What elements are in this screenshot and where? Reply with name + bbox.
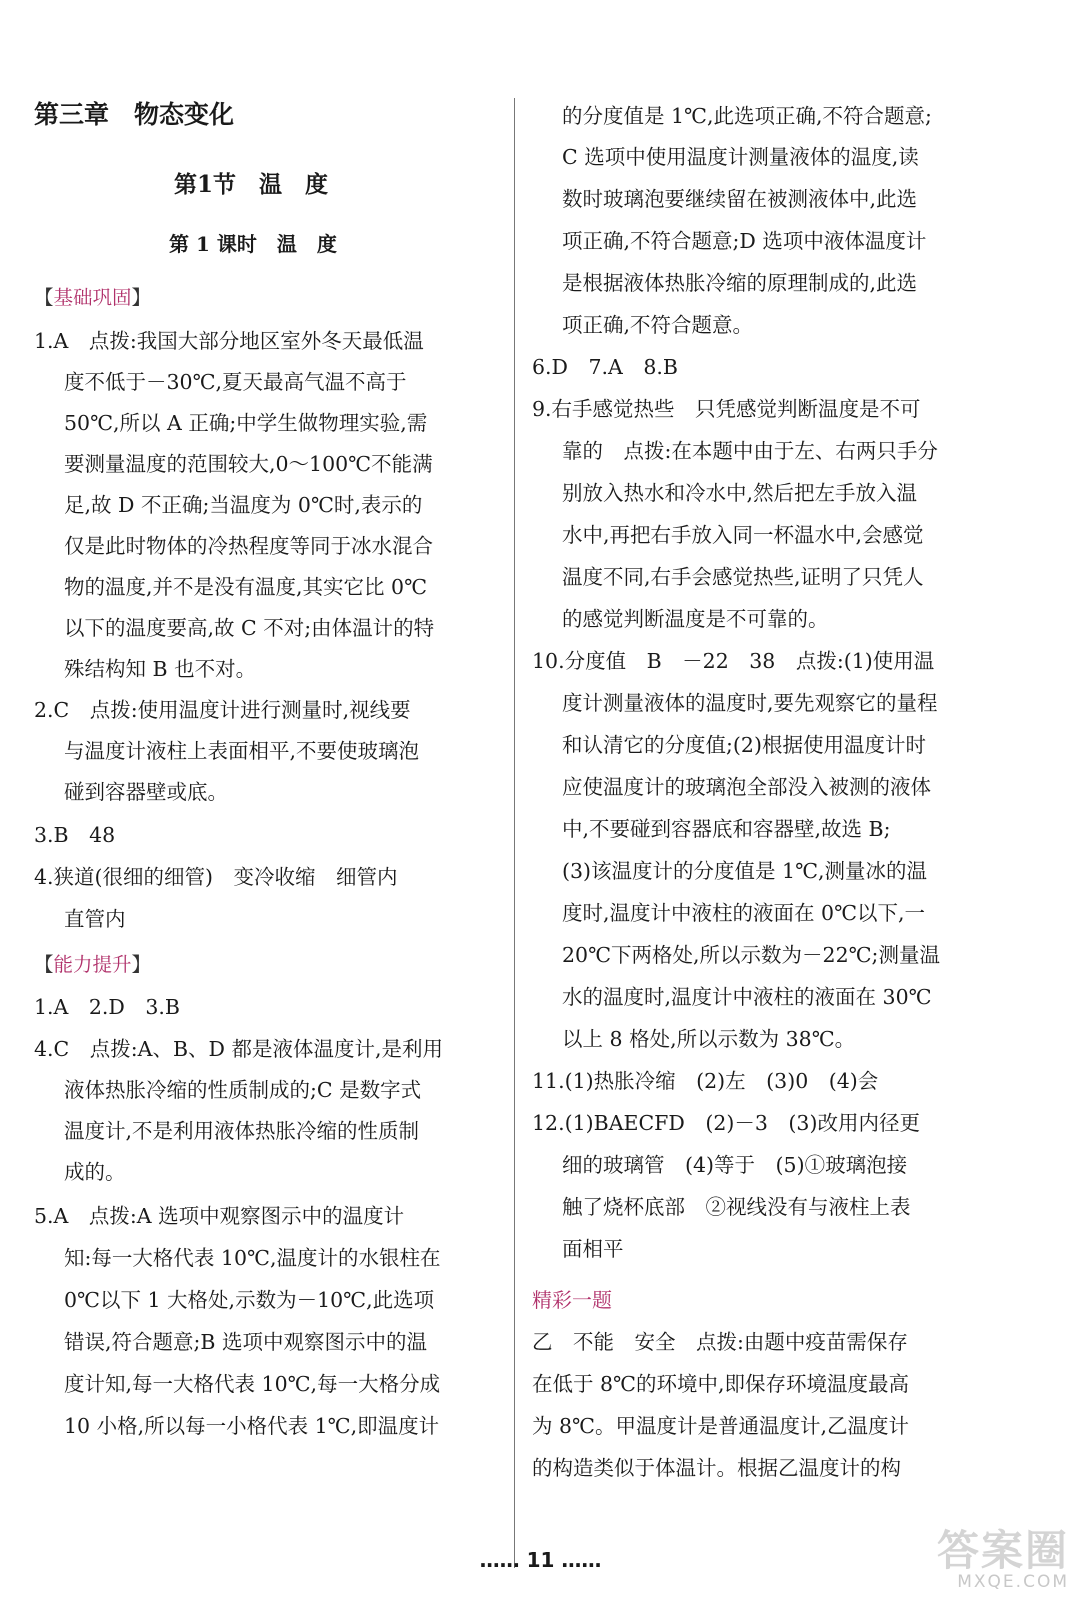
answer-line: 乙 不能 安全 点拨:由题中疫苗需保存: [532, 1330, 908, 1354]
answer-line: C 选项中使用温度计测量液体的温度,读: [562, 145, 919, 169]
answer-line: 物的温度,并不是没有温度,其实它比 0℃: [64, 575, 428, 599]
answer-line: 仅是此时物体的冷热程度等同于冰水混合: [64, 534, 433, 558]
lesson-title: 第 1 课时 温 度: [169, 232, 337, 256]
answer-line: 1.A 2.D 3.B: [34, 995, 180, 1019]
answer-line: 项正确,不符合题意;D 选项中液体温度计: [562, 229, 927, 253]
answer-line: 和认清它的分度值;(2)根据使用温度计时: [562, 733, 926, 757]
answer-line: 9.右手感觉热些 只凭感觉判断温度是不可: [532, 397, 921, 421]
section-title: 第1节 温 度: [174, 171, 329, 198]
answer-line: 温度不同,右手会感觉热些,证明了只凭人: [562, 565, 924, 589]
answer-line: 是根据液体热胀冷缩的原理制成的,此选: [562, 271, 918, 295]
answer-line: 在低于 8℃的环境中,即保存环境温度最高: [532, 1372, 910, 1396]
answer-line: 项正确,不符合题意。: [562, 313, 754, 337]
answer-line: 的构造类似于体温计。根据乙温度计的构: [532, 1456, 901, 1480]
answer-line: 度不低于－30℃,夏天最高气温不高于: [64, 370, 407, 394]
answer-line: 碰到容器壁或底。: [64, 780, 228, 804]
answer-line: 的分度值是 1℃,此选项正确,不符合题意;: [562, 104, 932, 128]
answer-line: 中,不要碰到容器底和容器壁,故选 B;: [562, 817, 891, 841]
watermark-logo: [937, 1518, 1069, 1592]
answer-line: 数时玻璃泡要继续留在被测液体中,此选: [562, 187, 918, 211]
answer-line: 细的玻璃管 (4)等于 (5)①玻璃泡接: [562, 1153, 908, 1177]
answer-line: 5.A 点拨:A 选项中观察图示中的温度计: [34, 1204, 405, 1228]
answer-line: 为 8℃。甲温度计是普通温度计,乙温度计: [532, 1414, 910, 1438]
tag-featured: 精彩一题: [532, 1288, 612, 1312]
answer-line: 度时,温度计中液柱的液面在 0℃以下,一: [562, 901, 926, 925]
answer-line: 别放入热水和冷水中,然后把左手放入温: [562, 481, 918, 505]
answer-line: 温度计,不是利用液体热胀冷缩的性质制: [64, 1119, 420, 1143]
answer-line: 10.分度值 B －22 38 点拨:(1)使用温: [532, 649, 935, 673]
answer-line: 足,故 D 不正确;当温度为 0℃时,表示的: [64, 493, 423, 517]
answer-line: 应使温度计的玻璃泡全部没入被测的液体: [562, 775, 931, 799]
answer-line: 液体热胀冷缩的性质制成的;C 是数字式: [64, 1078, 422, 1102]
answer-line: 2.C 点拨:使用温度计进行测量时,视线要: [34, 698, 411, 722]
chapter-title: 第三章 物态变化: [34, 100, 235, 129]
answer-line: 50℃,所以 A 正确;中学生做物理实验,需: [64, 411, 428, 435]
answer-line: 以上 8 格处,所以示数为 38℃。: [562, 1027, 856, 1051]
answer-line: 以下的温度要高,故 C 不对;由体温计的特: [64, 616, 435, 640]
answer-line: 殊结构知 B 也不对。: [64, 657, 257, 681]
answer-line: 10 小格,所以每一小格代表 1℃,即温度计: [64, 1414, 440, 1438]
answer-line: 错误,符合题意;B 选项中观察图示中的温: [64, 1330, 428, 1354]
answer-line: 触了烧杯底部 ②视线没有与液柱上表: [562, 1195, 911, 1219]
answer-line: 12.(1)BAECFD (2)－3 (3)改用内径更: [532, 1111, 920, 1135]
answer-line: 度计知,每一大格代表 10℃,每一大格分成: [64, 1372, 441, 1396]
answer-line: 0℃以下 1 大格处,示数为－10℃,此选项: [64, 1288, 435, 1312]
answer-line: 的感觉判断温度是不可靠的。: [562, 607, 829, 631]
watermark-url: MXQE.COM: [957, 1572, 1069, 1592]
answer-line: 水的温度时,温度计中液柱的液面在 30℃: [562, 985, 932, 1009]
column-divider: [514, 98, 515, 1568]
answer-line: 知:每一大格代表 10℃,温度计的水银柱在: [64, 1246, 441, 1270]
answer-line: 4.狭道(很细的细管) 变冷收缩 细管内: [34, 865, 398, 889]
answer-line: 1.A 点拨:我国大部分地区室外冬天最低温: [34, 329, 424, 353]
answer-line: 直管内: [64, 907, 126, 931]
answer-line: 与温度计液柱上表面相平,不要使玻璃泡: [64, 739, 420, 763]
answer-line: 度计测量液体的温度时,要先观察它的量程: [562, 691, 938, 715]
answer-line: 3.B 48: [34, 823, 116, 847]
answer-line: 水中,再把右手放入同一杯温水中,会感觉: [562, 523, 924, 547]
answer-line: 11.(1)热胀冷缩 (2)左 (3)0 (4)会: [532, 1069, 879, 1093]
answer-line: 6.D 7.A 8.B: [532, 355, 678, 379]
answer-line: 要测量温度的范围较大,0～100℃不能满: [64, 452, 433, 476]
page-number: …… 11 ……: [479, 1548, 602, 1572]
tag-ability: 【能力提升】: [34, 953, 152, 976]
answer-line: 靠的 点拨:在本题中由于左、右两只手分: [562, 439, 938, 463]
answer-line: 成的。: [64, 1160, 126, 1184]
watermark-text: 答案圈: [936, 1526, 1069, 1575]
tag-basic: 【基础巩固】: [34, 286, 152, 309]
answer-line: 面相平: [562, 1237, 624, 1261]
answer-line: 20℃下两格处,所以示数为－22℃;测量温: [562, 943, 940, 967]
answer-line: 4.C 点拨:A、B、D 都是液体温度计,是利用: [34, 1037, 443, 1061]
answer-line: (3)该温度计的分度值是 1℃,测量冰的温: [562, 859, 928, 883]
